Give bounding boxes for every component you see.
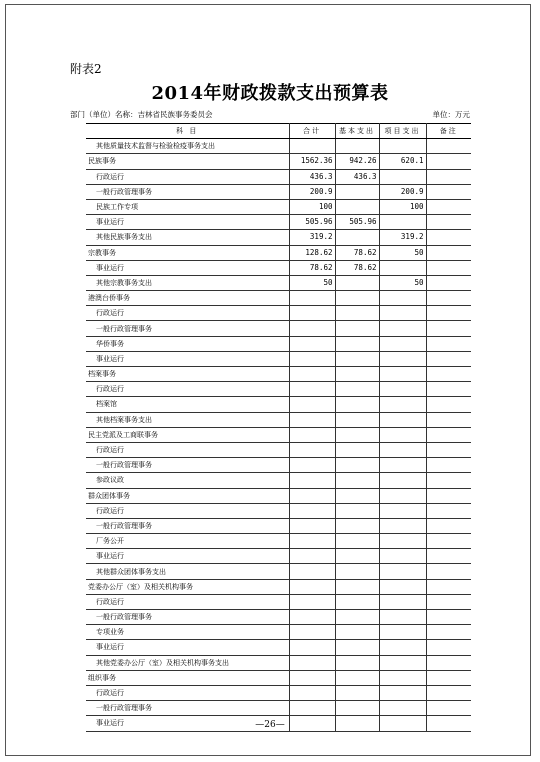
row-total-cell: 50 [289,275,335,290]
table-row [86,412,471,427]
row-basic-cell [335,564,379,579]
row-project-cell [379,215,426,230]
row-note-cell [426,610,471,625]
row-total-cell [289,625,335,640]
row-total-cell [289,670,335,685]
row-basic-cell [335,518,379,533]
row-project-cell: 620.1 [379,154,426,169]
table-row [86,655,471,670]
row-project-cell [379,306,426,321]
row-subject-cell: 行政运行 [86,503,289,518]
row-project-cell [379,610,426,625]
row-note-cell [426,670,471,685]
row-basic-cell [335,579,379,594]
row-project-cell [379,351,426,366]
row-subject-cell: 一般行政管理事务 [86,458,289,473]
row-subject-cell: 其他质量技术监督与检验检疫事务支出 [86,139,289,154]
table-row [86,367,471,382]
row-total-cell [289,518,335,533]
row-note-cell [426,701,471,716]
row-basic-cell [335,549,379,564]
row-subject-cell: 民主党派及工商联事务 [86,427,289,442]
table-row [86,199,471,214]
header-project: 项目支出 [379,124,426,139]
row-note-cell [426,442,471,457]
row-total-cell [289,458,335,473]
table-row [86,503,471,518]
budget-table [86,123,471,732]
row-basic-cell [335,625,379,640]
row-note-cell [426,245,471,260]
table-row [86,594,471,609]
row-total-cell [289,306,335,321]
row-note-cell [426,321,471,336]
header-subject: 科 目 [86,124,289,139]
table-row [86,169,471,184]
row-note-cell [426,579,471,594]
row-subject-cell: 群众团体事务 [86,488,289,503]
row-basic-cell [335,458,379,473]
row-project-cell [379,549,426,564]
row-subject-cell: 一般行政管理事务 [86,518,289,533]
row-project-cell: 50 [379,245,426,260]
row-total-cell [289,579,335,594]
row-total-cell [289,351,335,366]
table-row [86,245,471,260]
row-note-cell [426,351,471,366]
row-total-cell [289,321,335,336]
row-note-cell [426,169,471,184]
row-project-cell [379,594,426,609]
table-row [86,488,471,503]
row-note-cell [426,640,471,655]
row-project-cell [379,397,426,412]
page-title: 2014年财政拨款支出预算表 [151,83,389,104]
row-basic-cell [335,184,379,199]
table-header-row [86,124,471,139]
row-total-cell [289,701,335,716]
table-row [86,427,471,442]
row-total-cell [289,427,335,442]
table-row [86,397,471,412]
row-subject-cell: 行政运行 [86,442,289,457]
row-project-cell [379,534,426,549]
row-project-cell: 50 [379,275,426,290]
row-project-cell [379,564,426,579]
row-total-cell: 100 [289,199,335,214]
row-basic-cell [335,412,379,427]
row-note-cell [426,534,471,549]
row-total-cell [289,655,335,670]
row-note-cell [426,685,471,700]
table-row [86,564,471,579]
row-subject-cell: 事业运行 [86,260,289,275]
row-total-cell: 1562.36 [289,154,335,169]
row-subject-cell: 一般行政管理事务 [86,184,289,199]
row-total-cell [289,382,335,397]
row-note-cell [426,260,471,275]
row-subject-cell: 其他宗教事务支出 [86,275,289,290]
header-basic: 基本支出 [335,124,379,139]
row-total-cell: 436.3 [289,169,335,184]
row-note-cell [426,488,471,503]
row-total-cell: 200.9 [289,184,335,199]
table-row [86,534,471,549]
row-project-cell [379,625,426,640]
row-note-cell [426,230,471,245]
table-row [86,306,471,321]
table-row [86,473,471,488]
row-total-cell [289,336,335,351]
row-total-cell [289,397,335,412]
row-basic-cell [335,488,379,503]
row-project-cell [379,701,426,716]
row-total-cell [289,473,335,488]
row-note-cell [426,412,471,427]
row-project-cell [379,458,426,473]
row-note-cell [426,427,471,442]
row-basic-cell [335,503,379,518]
row-basic-cell [335,351,379,366]
row-basic-cell [335,321,379,336]
row-total-cell: 78.62 [289,260,335,275]
row-total-cell [289,685,335,700]
row-project-cell: 100 [379,199,426,214]
row-subject-cell: 事业运行 [86,716,289,731]
row-project-cell [379,321,426,336]
table-row [86,321,471,336]
row-project-cell [379,473,426,488]
row-basic-cell [335,336,379,351]
row-note-cell [426,382,471,397]
row-subject-cell: 民族事务 [86,154,289,169]
table-row [86,291,471,306]
row-project-cell: 200.9 [379,184,426,199]
row-note-cell [426,367,471,382]
row-subject-cell: 行政运行 [86,306,289,321]
row-subject-cell: 行政运行 [86,594,289,609]
row-note-cell [426,154,471,169]
table-row [86,215,471,230]
row-basic-cell [335,685,379,700]
row-project-cell [379,685,426,700]
header-note: 备注 [426,124,471,139]
row-note-cell [426,564,471,579]
row-basic-cell [335,427,379,442]
row-basic-cell [335,610,379,625]
row-basic-cell [335,397,379,412]
row-subject-cell: 行政运行 [86,169,289,184]
row-subject-cell: 党委办公厅（室）及相关机构事务 [86,579,289,594]
row-project-cell [379,382,426,397]
row-subject-cell: 事业运行 [86,351,289,366]
row-basic-cell [335,306,379,321]
table-row [86,351,471,366]
annex-label: 附表2 [70,62,102,76]
row-total-cell [289,412,335,427]
table-row [86,670,471,685]
row-subject-cell: 事业运行 [86,549,289,564]
table-body [86,139,471,731]
row-note-cell [426,139,471,154]
row-basic-cell [335,199,379,214]
row-project-cell [379,139,426,154]
row-subject-cell: 其他群众团体事务支出 [86,564,289,579]
row-total-cell [289,291,335,306]
row-basic-cell: 436.3 [335,169,379,184]
row-total-cell: 128.62 [289,245,335,260]
row-project-cell [379,670,426,685]
row-basic-cell [335,534,379,549]
table-row [86,382,471,397]
row-subject-cell: 港澳台侨事务 [86,291,289,306]
row-note-cell [426,199,471,214]
row-note-cell [426,549,471,564]
row-subject-cell: 专项业务 [86,625,289,640]
row-note-cell [426,215,471,230]
row-total-cell [289,564,335,579]
row-project-cell [379,336,426,351]
row-project-cell [379,503,426,518]
row-subject-cell: 档案馆 [86,397,289,412]
table-row [86,154,471,169]
row-subject-cell: 行政运行 [86,685,289,700]
row-project-cell [379,412,426,427]
row-basic-cell [335,473,379,488]
row-subject-cell: 档案事务 [86,367,289,382]
table-row [86,442,471,457]
table-row [86,260,471,275]
row-note-cell [426,291,471,306]
table-row [86,458,471,473]
row-basic-cell [335,230,379,245]
table-row [86,139,471,154]
row-project-cell: 319.2 [379,230,426,245]
row-total-cell [289,503,335,518]
row-project-cell [379,367,426,382]
row-note-cell [426,275,471,290]
row-note-cell [426,306,471,321]
row-basic-cell: 942.26 [335,154,379,169]
row-note-cell [426,184,471,199]
row-note-cell [426,655,471,670]
table-row [86,230,471,245]
row-project-cell [379,169,426,184]
table-row [86,184,471,199]
row-total-cell [289,610,335,625]
row-basic-cell [335,594,379,609]
table-row [86,549,471,564]
table-row [86,336,471,351]
row-basic-cell [335,655,379,670]
department-label: 部门（单位）名称：吉林省民族事务委员会 [70,110,213,119]
unit-label: 单位：万元 [432,110,470,119]
row-basic-cell: 78.62 [335,245,379,260]
table-row [86,579,471,594]
row-project-cell [379,655,426,670]
page-number: —26— [255,720,285,730]
row-basic-cell [335,291,379,306]
row-total-cell: 505.96 [289,215,335,230]
row-total-cell [289,594,335,609]
table-row [86,610,471,625]
table-row [86,518,471,533]
header-total: 合计 [289,124,335,139]
row-note-cell [426,397,471,412]
row-subject-cell: 厂务公开 [86,534,289,549]
row-project-cell [379,442,426,457]
table-row [86,701,471,716]
row-note-cell [426,473,471,488]
row-total-cell [289,534,335,549]
row-total-cell [289,139,335,154]
row-note-cell [426,458,471,473]
row-basic-cell [335,670,379,685]
row-subject-cell: 民族工作专项 [86,199,289,214]
row-subject-cell: 参政议政 [86,473,289,488]
row-project-cell [379,488,426,503]
row-total-cell [289,367,335,382]
row-basic-cell [335,701,379,716]
row-project-cell [379,291,426,306]
row-basic-cell [335,640,379,655]
row-subject-cell: 事业运行 [86,215,289,230]
row-project-cell [379,579,426,594]
row-total-cell [289,442,335,457]
row-subject-cell: 其他民族事务支出 [86,230,289,245]
row-subject-cell: 一般行政管理事务 [86,701,289,716]
row-note-cell [426,336,471,351]
row-basic-cell [335,382,379,397]
row-project-cell [379,427,426,442]
row-note-cell [426,503,471,518]
row-subject-cell: 行政运行 [86,382,289,397]
row-project-cell [379,260,426,275]
row-subject-cell: 宗教事务 [86,245,289,260]
row-subject-cell: 其他党委办公厅（室）及相关机构事务支出 [86,655,289,670]
row-note-cell [426,594,471,609]
row-subject-cell: 组织事务 [86,670,289,685]
row-basic-cell [335,367,379,382]
row-note-cell [426,518,471,533]
row-project-cell [379,518,426,533]
row-note-cell [426,625,471,640]
row-subject-cell: 一般行政管理事务 [86,610,289,625]
row-basic-cell [335,139,379,154]
table-row [86,625,471,640]
table-row [86,640,471,655]
table-row [86,275,471,290]
row-total-cell [289,549,335,564]
table-row [86,685,471,700]
row-basic-cell: 78.62 [335,260,379,275]
row-total-cell [289,640,335,655]
row-subject-cell: 华侨事务 [86,336,289,351]
row-project-cell [379,640,426,655]
row-subject-cell: 一般行政管理事务 [86,321,289,336]
row-basic-cell: 505.96 [335,215,379,230]
row-total-cell [289,488,335,503]
row-basic-cell [335,442,379,457]
row-subject-cell: 事业运行 [86,640,289,655]
row-basic-cell [335,275,379,290]
row-subject-cell: 其他档案事务支出 [86,412,289,427]
row-total-cell: 319.2 [289,230,335,245]
